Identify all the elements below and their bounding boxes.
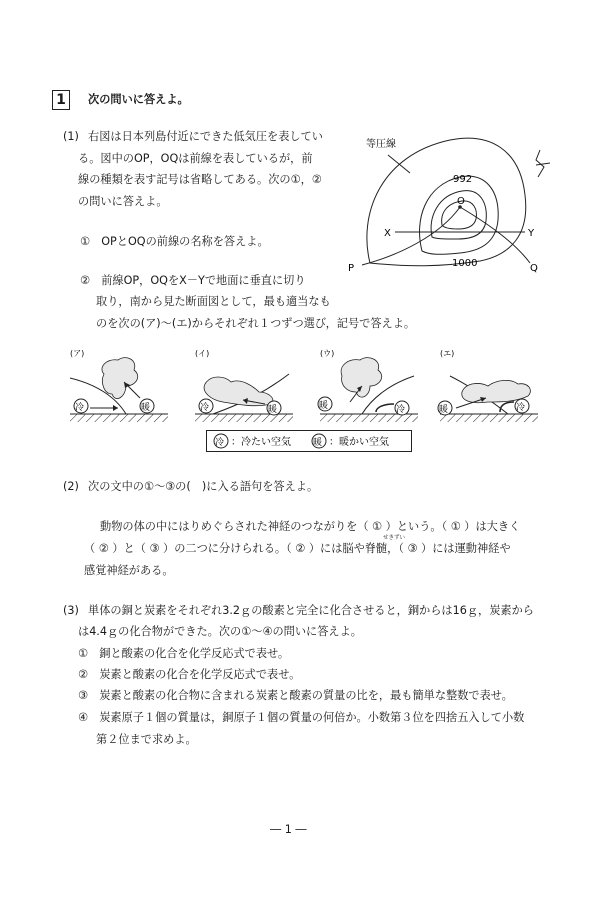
part3-item-4: ④ 炭素原子１個の質量は，銅原子１個の質量の何倍か。小数第３位を四捨五入して小数 [78,711,525,724]
diagram-c [318,349,418,422]
pressure-992-label: 992 [453,174,473,185]
part1-q2-line-2: 取り，南から見た断面図として，最も適当なも [96,295,331,308]
label-Q: Q [530,263,538,274]
part1-line-4: の問いに答えよ。 [78,195,168,208]
legend-warm-text: ：暖かい空気 [329,437,389,448]
label-Y: Y [528,228,535,239]
legend-warm-symbol: 暖 [313,438,323,448]
diagram-b [195,349,293,422]
diagram-d-label: (エ) [440,349,455,358]
diagram-b-label: (イ) [195,349,210,358]
front-OP [362,207,460,265]
page-number: ― 1 ― [270,823,307,836]
low-pressure-map [340,125,570,280]
part3-number: (3) [63,604,79,617]
question-number-box [52,90,70,110]
diagram-b-warm: 暖 [268,405,278,415]
part2-line-1: 動物の体の中にはりめぐらされた神経のつながりを（ ① ）という。（ ① ）は大きく [100,520,521,533]
label-P: P [348,263,355,274]
part1-line-3: 線の種類を表す記号は省略してある。次の①，② [78,173,322,186]
part1-line-2: る。図中のOP，OQは前線を表しているが，前 [78,152,313,165]
diagram-d-cold: 冷 [516,403,526,413]
part3-item-2: ② 炭素と酸素の化合を化学反応式で表せ。 [78,668,301,681]
part2-furigana: せきずい [383,535,406,541]
cloud-c [341,358,382,398]
diagram-c-cold: 冷 [396,405,406,415]
part1-q2-line-1: ② 前線OP，OQをX－Yで地面に垂直に切り [80,274,306,287]
isobar-label: 等圧線 [366,139,396,150]
part3-item-1: ① 銅と酸素の化合を化学反応式で表せ。 [78,647,290,660]
part1-number: (1) [63,130,79,143]
coast-mark [536,150,544,177]
part3-line-1: 単体の銅と炭素をそれぞれ3.2ｇの酸素と完全に化合させると，銅からは16ｇ，炭素から [88,604,534,617]
diagram-c-warm: 暖 [319,401,329,411]
diagram-a [70,349,168,422]
part2-line-2: （ ② ）と（ ③ ）の二つに分けられる。（ ② ）には脳や脊髄，（ ③ ）には運動神経や [84,542,511,555]
front-cross-sections [60,346,540,434]
diagram-d-warm: 暖 [439,405,449,415]
part2-intro: 次の文中の①～③の( )に入る語句を答えよ。 [88,480,319,493]
part2-line-3: 感覚神経がある。 [84,564,174,577]
diagram-a-label: (ア) [70,349,85,358]
legend-cold-symbol: 冷 [215,438,225,448]
part1-line-1: 右図は日本列島付近にできた低気圧を表してい [88,130,323,143]
legend-cold-text: ：冷たい空気 [231,437,291,448]
diagram-d [438,349,538,422]
diagram-b-cold: 冷 [200,403,210,413]
diagram-a-cold: 冷 [75,403,85,413]
part3-line-2: は4.4ｇの化合物ができた。次の①～④の問いに答えよ。 [78,625,362,638]
diagram-a-warm: 暖 [141,403,151,413]
part1-q1: ① OPとOQの前線の名称を答えよ。 [80,235,269,248]
part2-number: (2) [63,480,79,493]
label-O: O [457,196,465,207]
part1-q2-line-3: のを次の(ア)～(エ)からそれぞれ１つずつ選び，記号で答えよ。 [96,317,416,330]
part3-item-4-cont: 第２位まで求めよ。 [96,733,197,746]
part3-item-3: ③ 炭素と酸素の化合物に含まれる炭素と酸素の質量の比を，最も簡単な整数で表せ。 [78,689,513,702]
cloud-a [102,358,138,399]
coast-mark-2 [536,163,550,165]
legend-box [206,430,412,452]
question-title: 次の問いに答えよ。 [88,93,189,106]
label-X: X [384,228,391,239]
question-number: 1 [56,92,66,108]
pressure-1000-label: 1000 [452,258,478,269]
diagram-c-label: (ウ) [320,349,335,358]
